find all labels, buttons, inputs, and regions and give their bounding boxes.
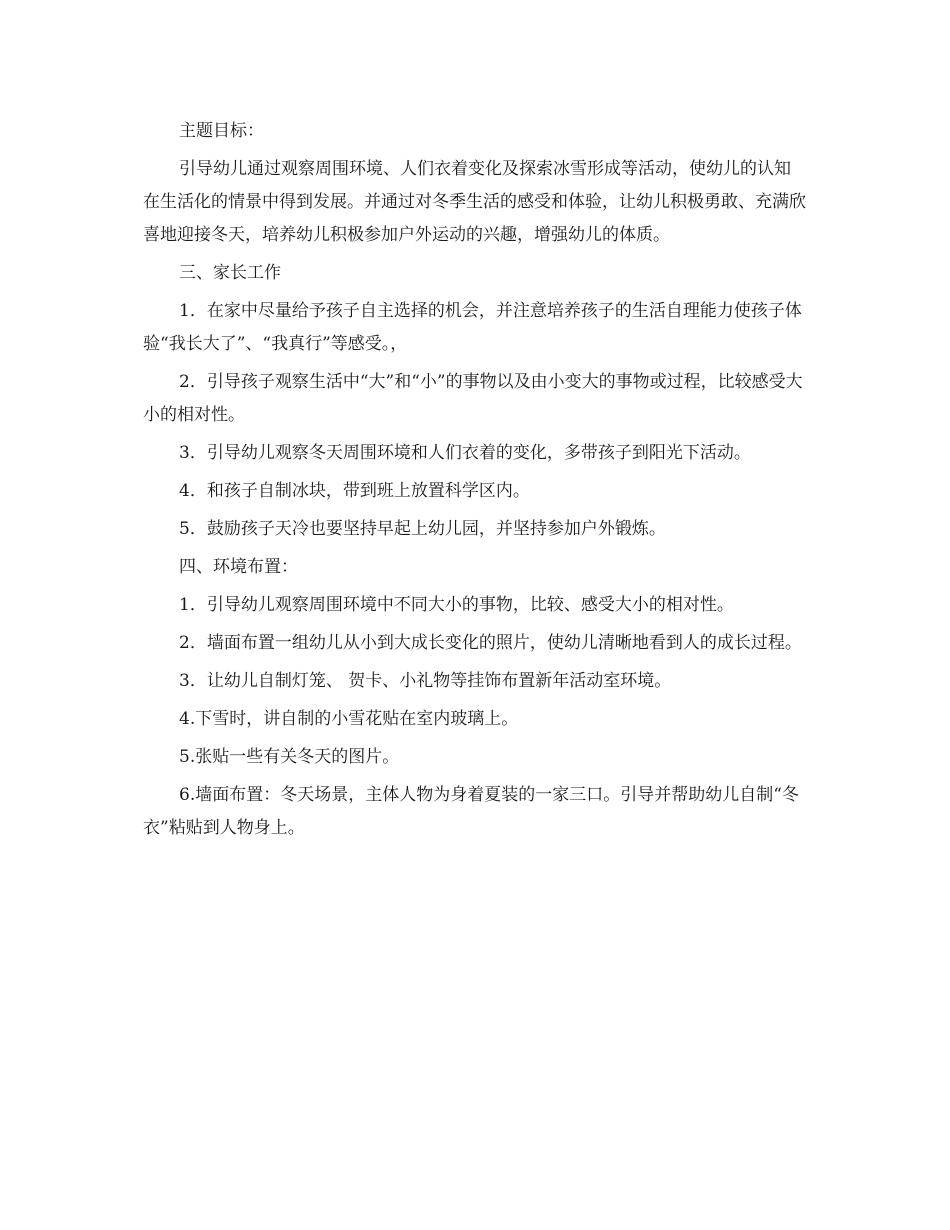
list-item-environment-2: 2．墙面布置一组幼儿从小到大成长变化的照片，使幼儿清晰地看到人的成长过程。 <box>179 633 802 653</box>
list-item-parent-work-2: 2．引导孩子观察生活中“大”和“小”的事物以及由小变大的事物或过程，比较感受大小的相对性。 <box>143 372 803 425</box>
list-item-environment-3: 3．让幼儿自制灯笼、 贺卡、小礼物等挂饰布置新年活动室环境。 <box>179 671 672 691</box>
section-heading-theme-goal: 主题目标： <box>179 121 264 141</box>
list-item-parent-work-3: 3．引导幼儿观察冬天周围环境和人们衣着的变化，多带孩子到阳光下活动。 <box>179 443 751 463</box>
list-item-parent-work-5: 5．鼓励孩子天冷也要坚持早起上幼儿园，并坚持参加户外锻炼。 <box>179 519 666 539</box>
list-item-parent-work-4: 4．和孩子自制冰块，带到班上放置科学区内。 <box>179 481 530 501</box>
section-heading-parent-work: 三、家长工作 <box>179 263 281 283</box>
list-item-environment-4: 4.下雪时，讲自制的小雪花贴在室内玻璃上。 <box>179 709 519 729</box>
list-item-parent-work-1: 1．在家中尽量给予孩子自主选择的机会，并注意培养孩子的生活自理能力使孩子体验“我长大了”、“我真行”等感受。， <box>143 301 802 354</box>
list-item-environment-5: 5.张贴一些有关冬天的图片。 <box>179 747 400 767</box>
list-item-environment-1: 1．引导幼儿观察周围环境中不同大小的事物，比较、感受大小的相对性。 <box>179 595 734 615</box>
document-body <box>143 115 807 850</box>
list-item-environment-6: 6.墙面布置：冬天场景，主体人物为身着夏装的一家三口。引导并帮助幼儿自制“冬衣”粘贴到人物身上。 <box>143 785 799 838</box>
paragraph-theme-goal: 引导幼儿通过观察周围环境、人们衣着变化及探索冰雪形成等活动，使幼儿的认知在生活化的情景中得到发展。并通过对冬季生活的感受和体验，让幼儿积极勇敢、充满欣喜地迎接冬天，培养幼儿积极参加户外运动的兴趣，增强幼儿的体质。 <box>143 159 806 245</box>
section-heading-environment: 四、环境布置： <box>179 557 298 577</box>
